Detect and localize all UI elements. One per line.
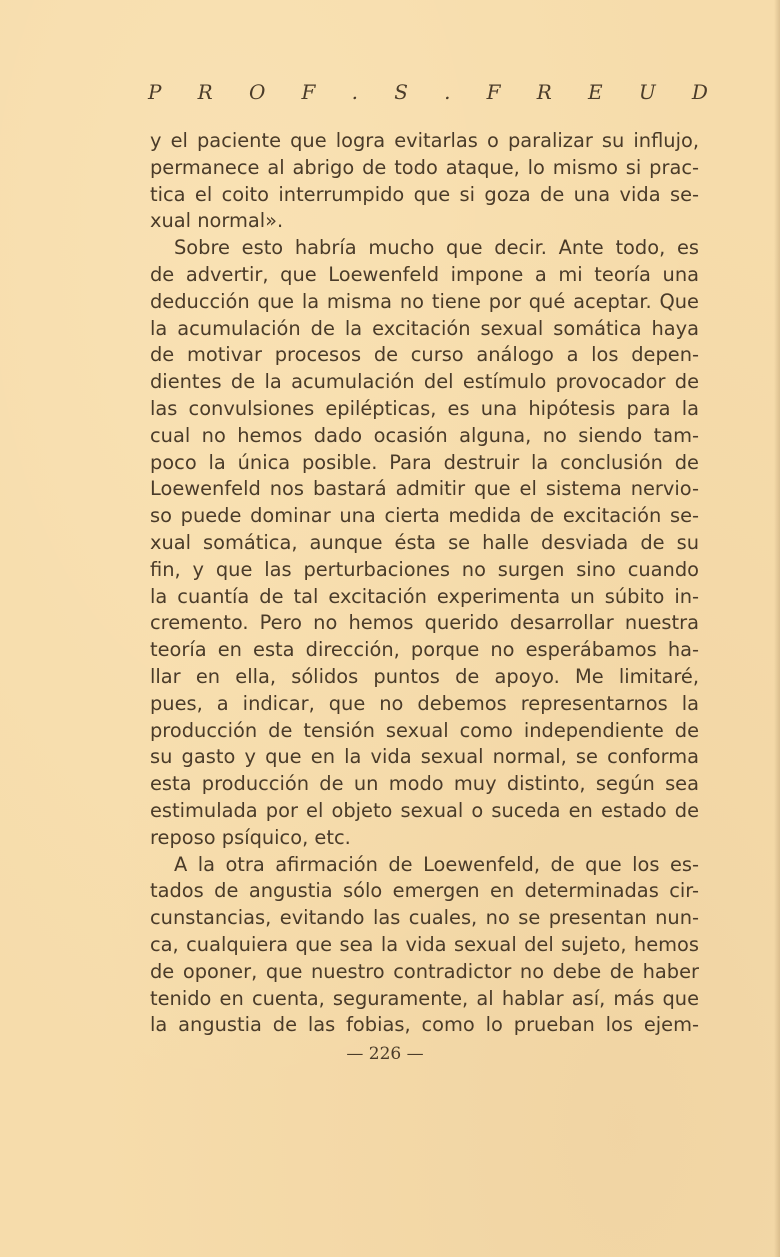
running-head-letter: F	[301, 80, 316, 104]
text-line: xual somática, aunque ésta se halle desviada de su	[150, 530, 699, 554]
running-head-letter: E	[588, 80, 603, 104]
text-line: la acumulación de la excitación sexual somática haya	[150, 316, 699, 340]
page-edge-shadow	[774, 0, 780, 1257]
text-line: y el paciente que logra evitarlas o paralizar su influjo,	[150, 129, 699, 152]
running-head	[148, 80, 708, 104]
running-head-letter: D	[691, 80, 708, 104]
text-line: reposo psíquico, etc.	[150, 825, 351, 849]
text-line: dientes de la acumulación del estímulo provocador de	[150, 370, 699, 394]
text-line: poco la única posible. Para destruir la conclusión de	[150, 450, 699, 474]
text-line: de advertir, que Loewenfeld impone a mi teoría una	[150, 262, 699, 286]
text-line: teoría en esta dirección, porque no esperábamos ha-	[150, 638, 699, 662]
running-head-letter: U	[638, 80, 656, 104]
text-line: Sobre esto habría mucho que decir. Ante todo, es	[174, 236, 699, 260]
text-line: de oponer, que nuestro contradictor no debe de haber	[150, 959, 699, 983]
text-line: esta producción de un modo muy distinto, según sea	[150, 772, 699, 796]
text-line: pues, a indicar, que no debemos representarnos la	[150, 691, 699, 715]
text-line: deducción que la misma no tiene por qué aceptar. Que	[150, 289, 699, 313]
text-line: so puede dominar una cierta medida de excitación se-	[150, 504, 699, 528]
body-text	[150, 128, 699, 1039]
running-head-letter: O	[248, 80, 266, 104]
page-number: — 226 —	[346, 1044, 424, 1064]
text-line: la angustia de las fobias, como lo prueban los ejem-	[150, 1013, 699, 1037]
text-line: de motivar procesos de curso análogo a los depen-	[150, 343, 699, 367]
running-head-letter: R	[536, 80, 552, 104]
text-line: producción de tensión sexual como independiente de	[150, 718, 699, 742]
text-line: llar en ella, sólidos puntos de apoyo. Me limitaré,	[150, 664, 699, 688]
text-line: tica el coito interrumpido que si goza de una vida se-	[150, 182, 699, 206]
text-line: su gasto y que en la vida sexual normal, se conforma	[150, 745, 699, 769]
text-line: xual normal».	[150, 209, 284, 233]
text-line: cual no hemos dado ocasión alguna, no siendo tam-	[150, 423, 699, 447]
text-line: la cuantía de tal excitación experimenta un súbito in-	[150, 584, 699, 608]
text-line: fin, y que las perturbaciones no surgen sino cuando	[150, 557, 699, 581]
text-line: cunstancias, evitando las cuales, no se presentan nun-	[150, 906, 699, 930]
running-head-letter: S	[394, 80, 408, 104]
text-line: permanece al abrigo de todo ataque, lo mismo si prac-	[150, 155, 699, 179]
text-line: cremento. Pero no hemos querido desarrollar nuestra	[150, 611, 699, 635]
text-line: tenido en cuenta, seguramente, al hablar así, más que	[150, 986, 699, 1010]
text-line: las convulsiones epilépticas, es una hipótesis para la	[150, 396, 699, 420]
text-line: Loewenfeld nos bastará admitir que el sistema nervio-	[150, 477, 699, 501]
text-line: tados de angustia sólo emergen en determinadas cir-	[150, 879, 699, 903]
text-line: A la otra afirmación de Loewenfeld, de que los es-	[174, 852, 699, 876]
running-head-letter: .	[351, 80, 358, 104]
running-head-letter: P	[148, 80, 162, 104]
text-line: ca, cualquiera que sea la vida sexual del sujeto, hemos	[150, 932, 699, 956]
running-head-letter: F	[486, 80, 501, 104]
text-line: estimulada por el objeto sexual o suceda en estado de	[150, 798, 699, 822]
running-head-letter: .	[444, 80, 451, 104]
running-head-letter: R	[197, 80, 213, 104]
